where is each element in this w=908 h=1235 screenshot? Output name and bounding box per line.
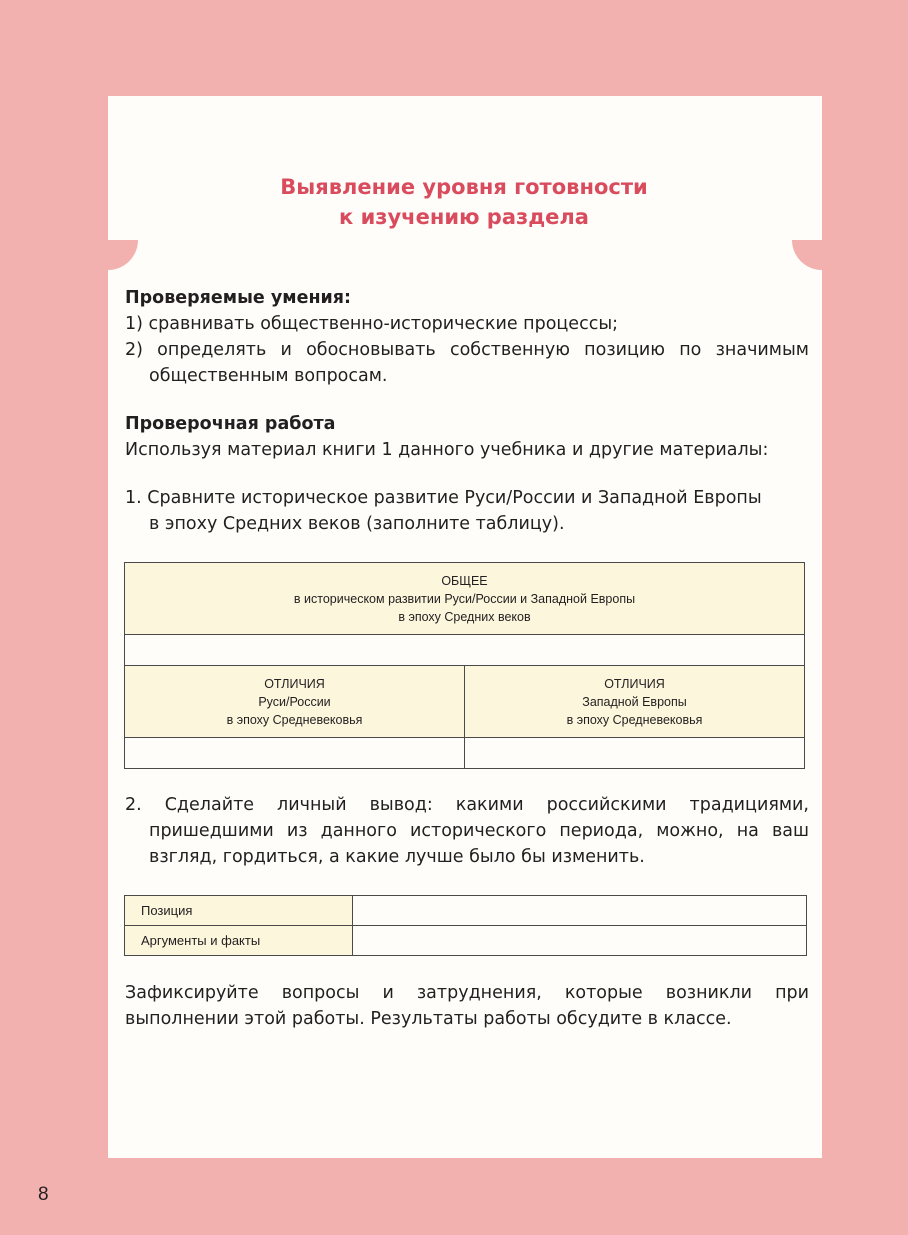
diff-russia-line-3: в эпоху Средневековья xyxy=(226,712,363,727)
common-header-line-3: в эпоху Средних веков xyxy=(398,609,531,624)
task-2-line-2: пришедшими из данного исторического периода, можно, на ваш xyxy=(149,821,809,841)
test-section xyxy=(125,411,809,463)
skill-item-2-line-2: общественным вопросам. xyxy=(149,366,388,386)
task-2 xyxy=(125,792,809,870)
skills-heading: Проверяемые умения: xyxy=(125,288,352,308)
comparison-table xyxy=(124,562,805,769)
title-line-1: Выявление уровня готовности xyxy=(280,175,648,199)
diff-europe-answer-cell[interactable] xyxy=(465,738,805,769)
task-1-line-2: в эпоху Средних веков (заполните таблицу). xyxy=(149,514,565,534)
test-intro: Используя материал книги 1 данного учебника и другие материалы: xyxy=(125,440,769,460)
page-number: 8 xyxy=(38,1184,49,1205)
diff-europe-header-cell xyxy=(465,666,805,738)
task-2-line-1: 2. Сделайте личный вывод: какими российскими традициями, xyxy=(125,795,809,815)
diff-russia-line-2: Руси/России xyxy=(258,694,331,709)
common-header-cell xyxy=(125,563,805,635)
skill-item-1: 1) сравнивать общественно-исторические процессы; xyxy=(125,314,619,334)
closing-line-1: Зафиксируйте вопросы и затруднения, которые возникли при xyxy=(125,983,809,1003)
common-answer-cell[interactable] xyxy=(125,635,805,666)
common-header-line-1: ОБЩЕЕ xyxy=(441,573,488,588)
page-title xyxy=(190,172,738,232)
test-heading: Проверочная работа xyxy=(125,414,336,434)
task-1 xyxy=(125,485,809,537)
arguments-label: Аргументы и факты xyxy=(125,926,353,956)
position-label: Позиция xyxy=(125,896,353,926)
task-2-line-3: взгляд, гордиться, а какие лучше было бы изменить. xyxy=(149,847,645,867)
position-answer-cell[interactable] xyxy=(353,896,807,926)
closing-text xyxy=(125,980,809,1032)
diff-europe-line-3: в эпоху Средневековья xyxy=(566,712,703,727)
diff-russia-header-cell xyxy=(125,666,465,738)
diff-russia-answer-cell[interactable] xyxy=(125,738,465,769)
title-line-2: к изучению раздела xyxy=(339,205,589,229)
task-1-line-1: 1. Сравните историческое развитие Руси/России и Западной Европы xyxy=(125,488,762,508)
position-table xyxy=(124,895,807,956)
closing-line-2: выполнении этой работы. Результаты работы обсудите в классе. xyxy=(125,1009,732,1029)
skills-section xyxy=(125,285,809,389)
diff-europe-line-2: Западной Европы xyxy=(582,694,687,709)
diff-russia-line-1: ОТЛИЧИЯ xyxy=(264,676,325,691)
diff-europe-line-1: ОТЛИЧИЯ xyxy=(604,676,665,691)
arguments-answer-cell[interactable] xyxy=(353,926,807,956)
common-header-line-2: в историческом развитии Руси/России и Западной Европы xyxy=(293,591,636,606)
skill-item-2-line-1: 2) определять и обосновывать собственную позицию по значимым xyxy=(125,340,809,360)
